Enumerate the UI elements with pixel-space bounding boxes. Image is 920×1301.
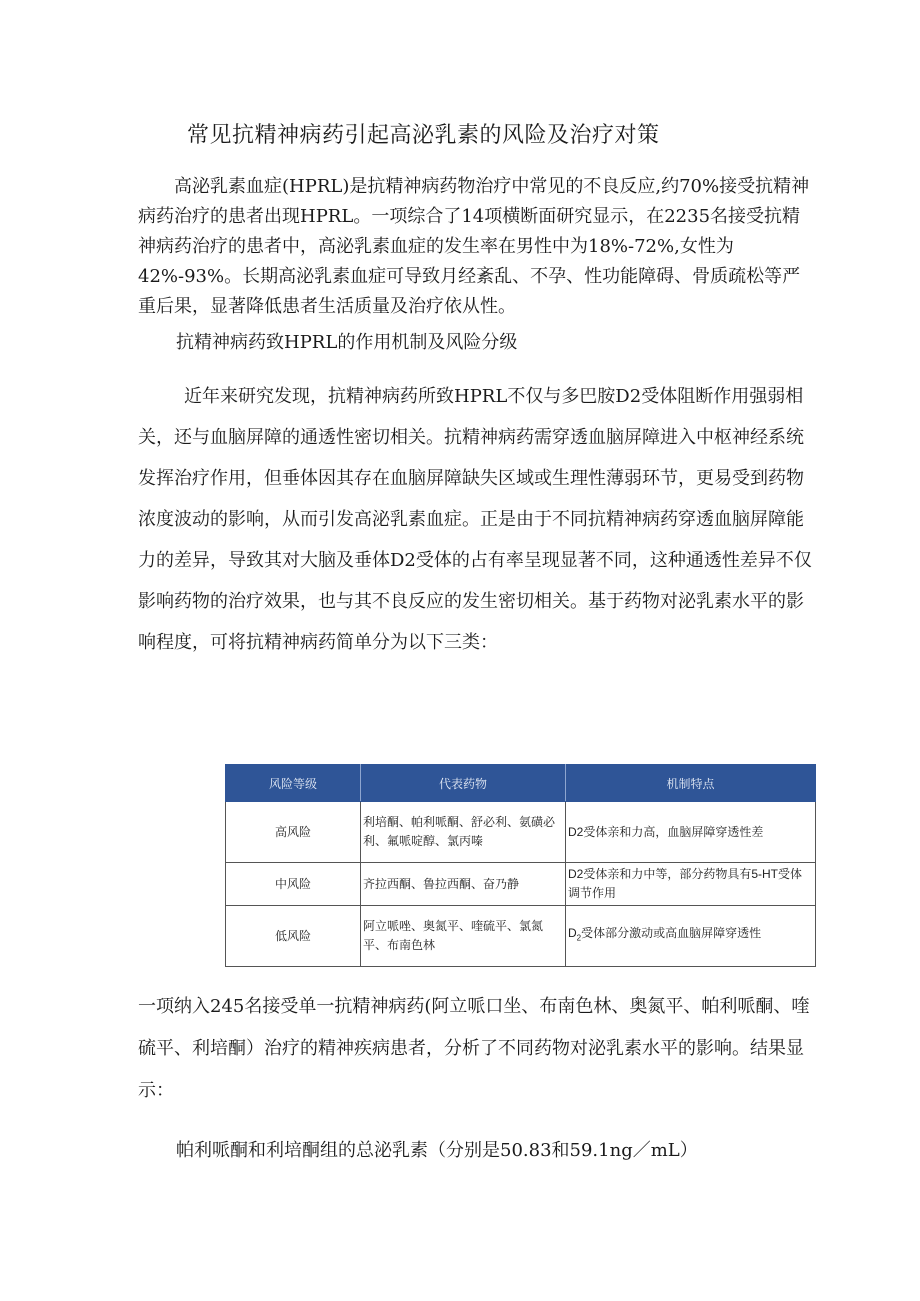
mechanism-subscript: 2 [576, 933, 582, 943]
header-mechanism: 机制特点 [566, 765, 816, 802]
drugs-cell: 齐拉西酮、鲁拉西酮、奋乃静 [361, 863, 566, 906]
risk-table [225, 764, 816, 967]
drugs-cell: 阿立哌唑、奥氮平、喹硫平、氯氮平、布南色林 [361, 906, 566, 967]
table-header-row [226, 765, 816, 802]
header-drugs: 代表药物 [361, 765, 566, 802]
table-row [226, 906, 816, 967]
study-paragraph: 一项纳入245名接受单一抗精神病药(阿立哌口坐、布南色林、奥氮平、帕利哌酮、喹硫平、利培酮）治疗的精神疾病患者，分析了不同药物对泌乳素水平的影响。结果显示： [138, 996, 810, 1101]
mechanism-cell: D2受体亲和力高，血脑屏障穿透性差 [566, 802, 816, 863]
header-risk-level: 风险等级 [226, 765, 361, 802]
table-row [226, 863, 816, 906]
mechanism-cell: D2受体亲和力中等，部分药物具有5-HT受体调节作用 [566, 863, 816, 906]
risk-level-cell: 中风险 [226, 863, 361, 906]
mechanism-paragraph: 近年来研究发现，抗精神病药所致HPRL不仅与多巴胺D2受体阻断作用强弱相关，还与血脑屏障的通透性密切相关。抗精神病药需穿透血脑屏障进入中枢神经系统发挥治疗作用，但垂体因其存在血脑屏障缺失区域或生理性薄弱环节，更易受到药物浓度波动的影响，从而引发高泌乳素血症。正是由于不同抗精神病药穿透血脑屏障能力的差异，导致其对大脑及垂体D2受体的占有率呈现显著不同，这种通透性差异不仅影响药物的治疗效果，也与其不良反应的发生密切相关。基于药物对泌乳素水平的影响程度，可将抗精神病药简单分为以下三类： [138, 386, 812, 653]
drugs-cell: 利培酮、帕利哌酮、舒必利、氨磺必利、氟哌啶醇、氯丙嗪 [361, 802, 566, 863]
mechanism-cell [566, 906, 816, 967]
result-paragraph: 帕利哌酮和利培酮组的总泌乳素（分别是50.83和59.1ng／mL） [176, 1140, 698, 1161]
mechanism-rest: 受体部分激动或高血脑屏障穿透性 [581, 926, 762, 941]
mechanism-prefix: D [568, 926, 577, 941]
table-row [226, 802, 816, 863]
page-title: 常见抗精神病药引起高泌乳素的风险及治疗对策 [187, 123, 660, 148]
intro-paragraph: 高泌乳素血症(HPRL)是抗精神病药物治疗中常见的不良反应,约70%接受抗精神病药治疗的患者出现HPRL。一项综合了14项横断面研究显示，在2235名接受抗精神病药治疗的患者中，高泌乳素血症的发生率在男性中为18%-72%,女性为42%-93%。长期高泌乳素血症可导致月经紊乱、不孕、性功能障碍、骨质疏松等严重后果，显著降低患者生活质量及治疗依从性。 [138, 176, 810, 317]
section-heading: 抗精神病药致HPRL的作用机制及风险分级 [176, 332, 518, 353]
risk-level-cell: 低风险 [226, 906, 361, 967]
risk-level-cell: 高风险 [226, 802, 361, 863]
